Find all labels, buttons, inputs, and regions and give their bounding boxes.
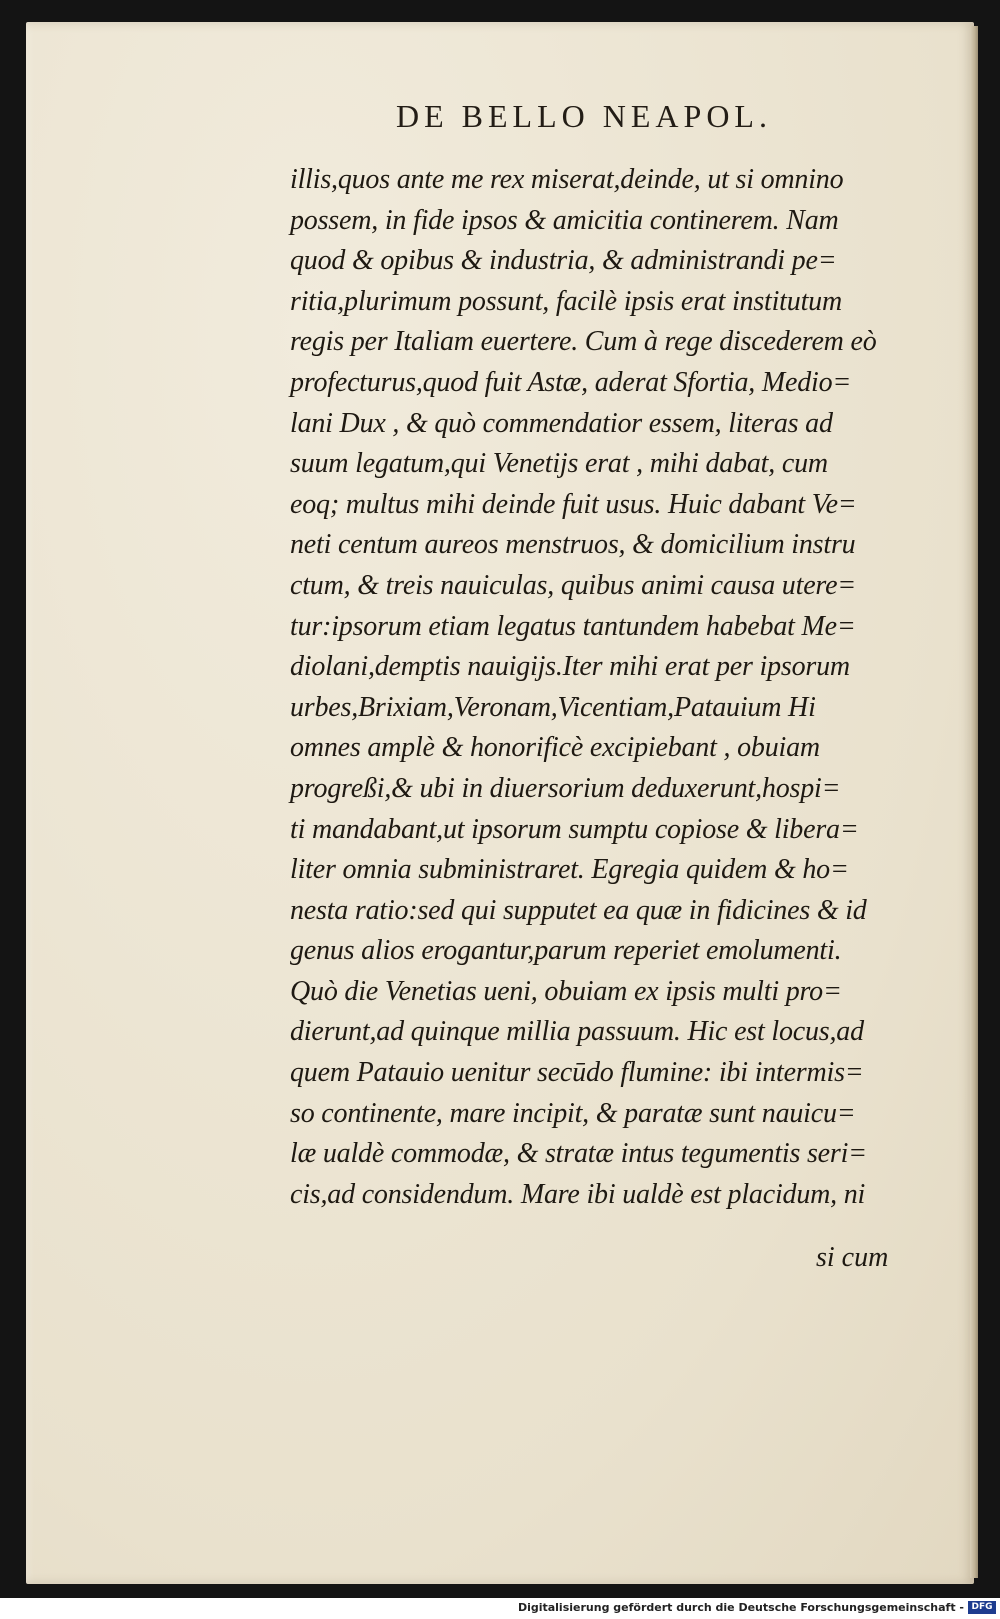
text-line: suum legatum,qui Venetijs erat , mihi dabat, cum [290,448,828,480]
text-line: eoq; multus mihi deinde fuit usus. Huic dabant Ve= [290,488,857,520]
text-line: regis per Italiam euertere. Cum à rege discederem eò [290,326,877,358]
text-line: tur:ipsorum etiam legatus tantundem habebat Me= [290,610,856,642]
text-line: quem Patauio uenitur secūdo flumine: ibi intermis= [290,1057,864,1089]
text-line: genus alios erogantur,parum reperiet emolumenti. [290,935,842,967]
text-line: possem, in fide ipsos & amicitia continerem. Nam [290,204,839,236]
text-line: profecturus,quod fuit Astæ, aderat Sfortia, Medio= [290,366,852,398]
text-line: liter omnia subministraret. Egregia quidem & ho= [290,854,849,886]
text-line: ritia,plurimum possunt, facilè ipsis erat institutum [290,285,842,317]
dfg-logo: DFG [968,1601,996,1614]
text-line: diolani,demptis nauigijs.Iter mihi erat per ipsorum [290,651,850,683]
text-block [290,160,950,1215]
text-line: cis,ad considendum. Mare ibi ualdè est placidum, ni [290,1178,866,1210]
text-line: nesta ratio:sed qui supputet ea quæ in fidicines & id [290,894,867,926]
text-line: urbes,Brixiam,Veronam,Vicentiam,Patauium Hi [290,691,816,723]
text-line: quod & opibus & industria, & administrandi pe= [290,245,837,277]
text-line: lani Dux , & quò commendatior essem, literas ad [290,407,833,439]
text-line: læ ualdè commodæ, & stratæ intus tegumentis seri= [290,1138,867,1170]
text-line: omnes amplè & honorificè excipiebant , obuiam [290,732,820,764]
text-line: dierunt,ad quinque millia passuum. Hic est locus,ad [290,1016,864,1048]
running-head: DE BELLO NEAPOL. [396,98,772,134]
text-line: ctum, & treis nauiculas, quibus animi causa utere= [290,569,856,601]
book-page [26,22,974,1584]
footer-credit: Digitalisierung gefördert durch die Deutsche Forschungsgemeinschaft - [517,1601,964,1614]
text-line: so continente, mare incipit, & paratæ sunt nauicu= [290,1097,856,1129]
text-line: neti centum aureos menstruos, & domicilium instru [290,529,856,561]
text-line: illis,quos ante me rex miserat,deinde, ut si omnino [290,164,844,195]
page-edge [970,26,978,1578]
text-line: ti mandabant,ut ipsorum sumptu copiose & libera= [290,813,859,845]
footer-bar [0,1598,1000,1619]
text-line: progreßi,& ubi in diuersorium deduxerunt,hospi= [290,772,841,804]
text-line: Quò die Venetias ueni, obuiam ex ipsis multi pro= [290,975,842,1007]
catchword: si cum [816,1242,889,1273]
